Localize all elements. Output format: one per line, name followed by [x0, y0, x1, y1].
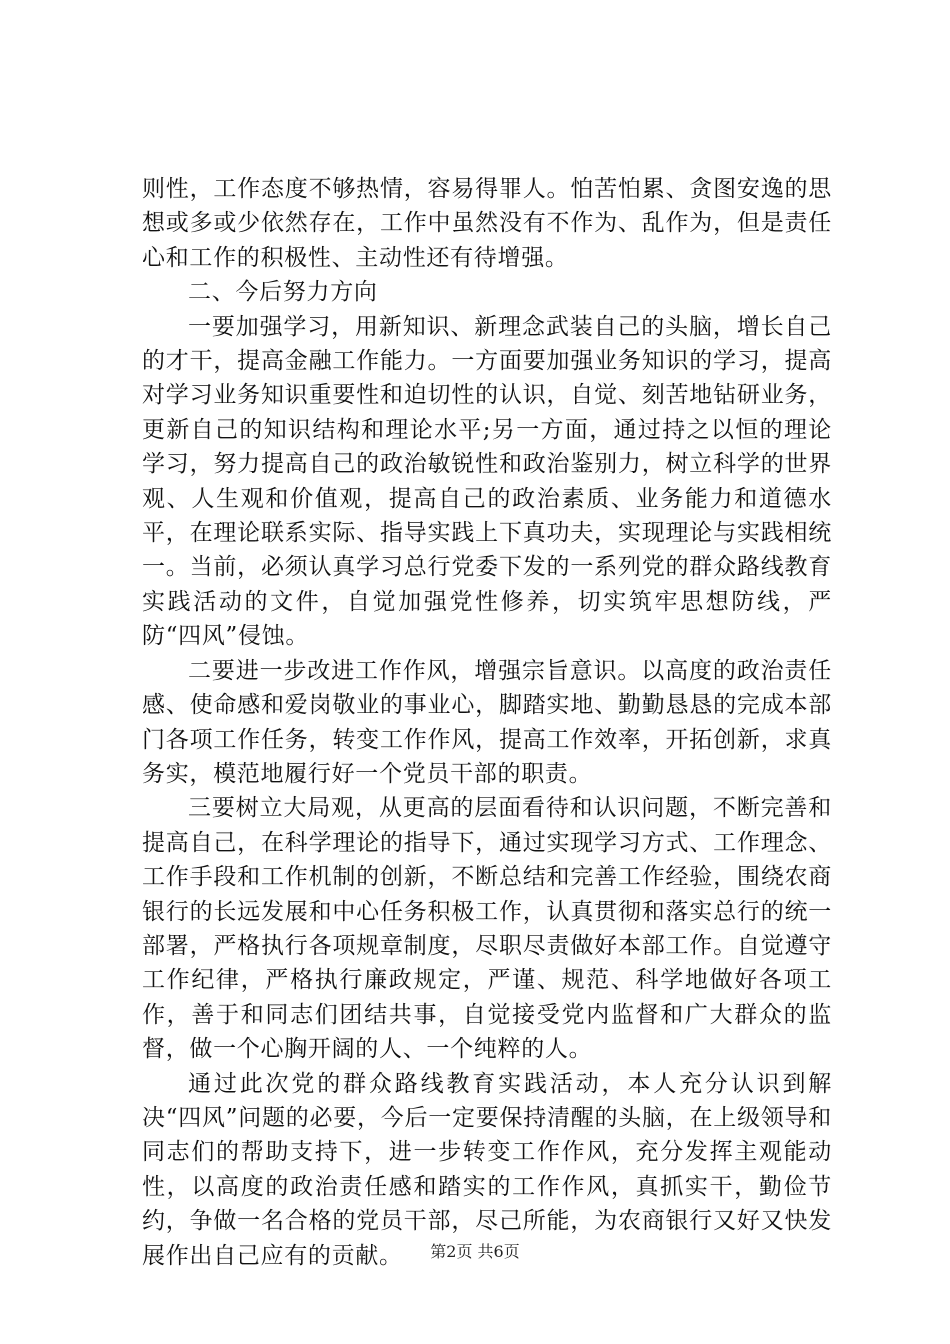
- paragraph-continuation: 则性，工作态度不够热情，容易得罪人。怕苦怕累、贪图安逸的思想或多或少依然存在，工作中虽然没有不作为、乱作为，但是责任心和工作的积极性、主动性还有待增强。: [142, 176, 832, 271]
- page-number-footer: 第2页 共6页: [430, 1242, 520, 1261]
- paragraph-conclusion: 通过此次党的群众路线教育实践活动，本人充分认识到解决“四风”问题的必要，今后一定要保持清醒的头脑，在上级领导和同志们的帮助支持下，进一步转变工作作风，充分发挥主观能动性，以高度的政治责任感和踏实的工作作风，真抓实干，勤俭节约，争做一名合格的党员干部，尽己所能，为农商银行又好又快发展作出自己应有的贡献。: [142, 1070, 832, 1269]
- paragraph-improve-work-style: 二要进一步改进工作作风，增强宗旨意识。以高度的政治责任感、使命感和爱岗敬业的事业心，脚踏实地、勤勤恳恳的完成本部门各项工作任务，转变工作作风，提高工作效率，开拓创新，求真务实，模范地履行好一个党员干部的职责。: [142, 657, 832, 787]
- section-heading-future-direction: 二、今后努力方向: [188, 279, 378, 306]
- paragraph-strengthen-study: 一要加强学习，用新知识、新理念武装自己的头脑，增长自己的才干，提高金融工作能力。一方面要加强业务知识的学习，提高对学习业务知识重要性和迫切性的认识，自觉、刻苦地钻研业务，更新自己的知识结构和理论水平;另一方面，通过持之以恒的理论学习，努力提高自己的政治敏锐性和政治鉴别力，树立科学的世界观、人生观和价值观，提高自己的政治素质、业务能力和道德水平，在理论联系实际、指导实践上下真功夫，实现理论与实践相统一。当前，必须认真学习总行党委下发的一系列党的群众路线教育实践活动的文件，自觉加强党性修养，切实筑牢思想防线，严防“四风”侵蚀。: [142, 313, 832, 650]
- document-body: [142, 172, 832, 1273]
- paragraph-big-picture: 三要树立大局观，从更高的层面看待和认识问题，不断完善和提高自己，在科学理论的指导下，通过实现学习方式、工作理念、工作手段和工作机制的创新，不断总结和完善工作经验，围绕农商银行的长远发展和中心任务积极工作，认真贯彻和落实总行的统一部署，严格执行各项规章制度，尽职尽责做好本部工作。自觉遵守工作纪律，严格执行廉政规定，严谨、规范、科学地做好各项工作，善于和同志们团结共事，自觉接受党内监督和广大群众的监督，做一个心胸开阔的人、一个纯粹的人。: [142, 795, 832, 1063]
